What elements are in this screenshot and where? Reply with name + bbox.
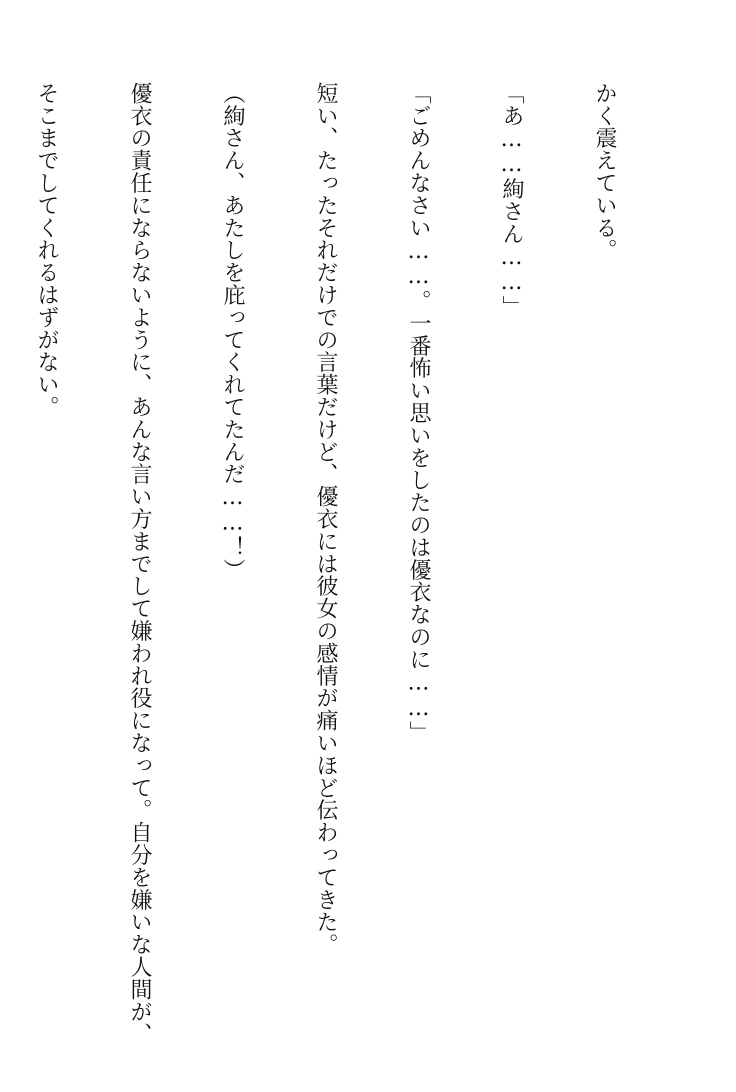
text-line: そこまでしてくれるはずがない。 xyxy=(34,82,59,418)
text-line: （絢さん、あたしを庇ってくれてたんだ……！） xyxy=(220,82,245,581)
text-line: 「あ……絢さん……」 xyxy=(499,82,524,318)
text-line: 優衣の責任にならないように、あんな言い方までして嫌われ役になって。自分を嫌いな人間が、 xyxy=(127,82,152,1046)
vertical-text-block xyxy=(0,82,682,1046)
text-line: 短い、たったそれだけでの言葉だけど、優衣には彼女の感情が痛いほど伝わってきた。 xyxy=(313,82,338,956)
text-line: 「ごめんなさい……。一番怖い思いをしたのは優衣なのに……」 xyxy=(406,82,431,744)
text-line: かく震えている。 xyxy=(592,82,617,262)
